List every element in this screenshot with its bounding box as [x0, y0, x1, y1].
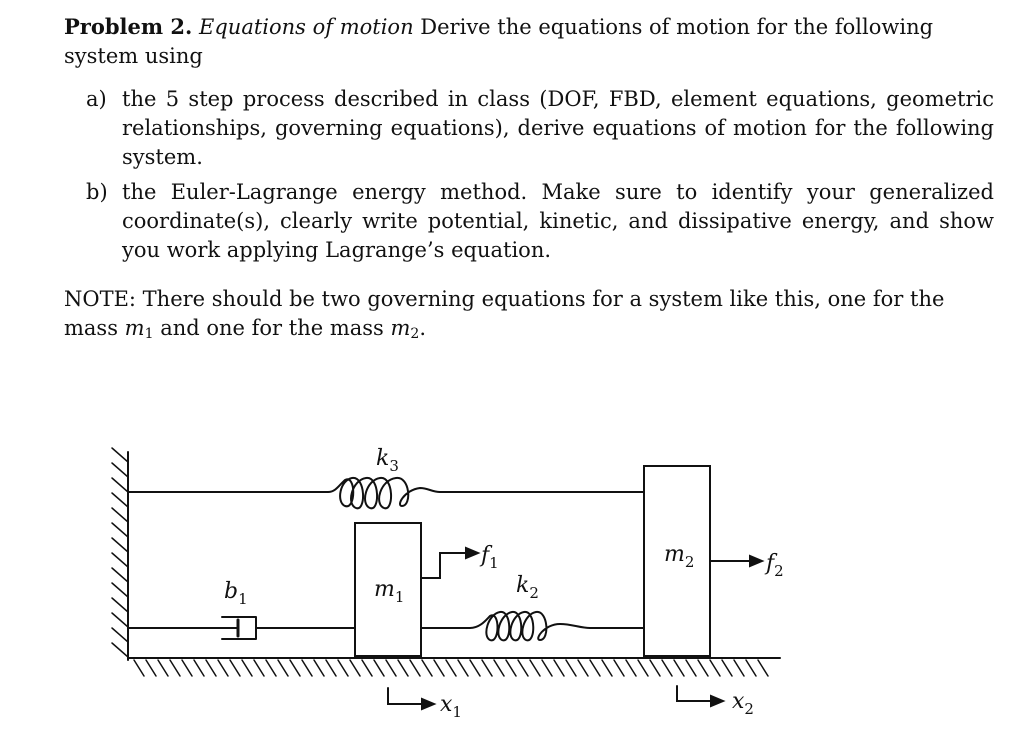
label-b1: $b_1$ [224, 579, 248, 608]
spring-k2 [421, 612, 644, 640]
damper-b1 [128, 617, 355, 639]
spring-k3 [128, 478, 644, 508]
note-m2-sub: 2 [410, 326, 420, 342]
note-text-before: NOTE: There should be two governing equations for a system like this, one for the mass [64, 287, 945, 340]
note-m2-base: m [390, 316, 411, 340]
note-text-middle: and one for the mass [153, 316, 391, 340]
note-m1-sub: 1 [144, 326, 154, 342]
part-label: b) [86, 180, 108, 204]
label-x2: $x_2$ [732, 689, 754, 718]
label-f1: $f_1$ [481, 543, 499, 572]
label-f2: $f_2$ [766, 551, 784, 580]
force-f2-arrow [710, 556, 762, 566]
part-text: the Euler-Lagrange energy method. Make sure to identify your generalized coordinate(s), clearly write potential, kinetic, and dissipative energy, and show you work applying Lagrange’s equation. [122, 180, 994, 262]
problem-label: Problem 2. [64, 14, 193, 39]
part-text: the 5 step process described in class (DOF, FBD, element equations, geometric relationships, governing equations), derive equations of motion for the following system. [122, 87, 994, 169]
wall-hatching [112, 448, 128, 657]
label-x1: $x_1$ [440, 692, 462, 721]
ground-hatching [134, 660, 768, 676]
problem-intro: Derive the equations of motion for the following system using [64, 15, 934, 68]
displacement-x1-arrow [388, 688, 434, 709]
problem-title: Equations of motion [199, 15, 414, 39]
force-f1-arrow [421, 548, 478, 578]
part-label: a) [86, 87, 107, 111]
label-m1: $m_1$ [374, 577, 405, 606]
note-m1-base: m [124, 316, 145, 340]
displacement-x2-arrow [677, 686, 723, 706]
label-k2: $k_2$ [516, 573, 539, 602]
note-text-after: . [419, 316, 427, 340]
label-m2: $m_2$ [664, 542, 695, 571]
label-k3: $k_3$ [376, 446, 399, 475]
